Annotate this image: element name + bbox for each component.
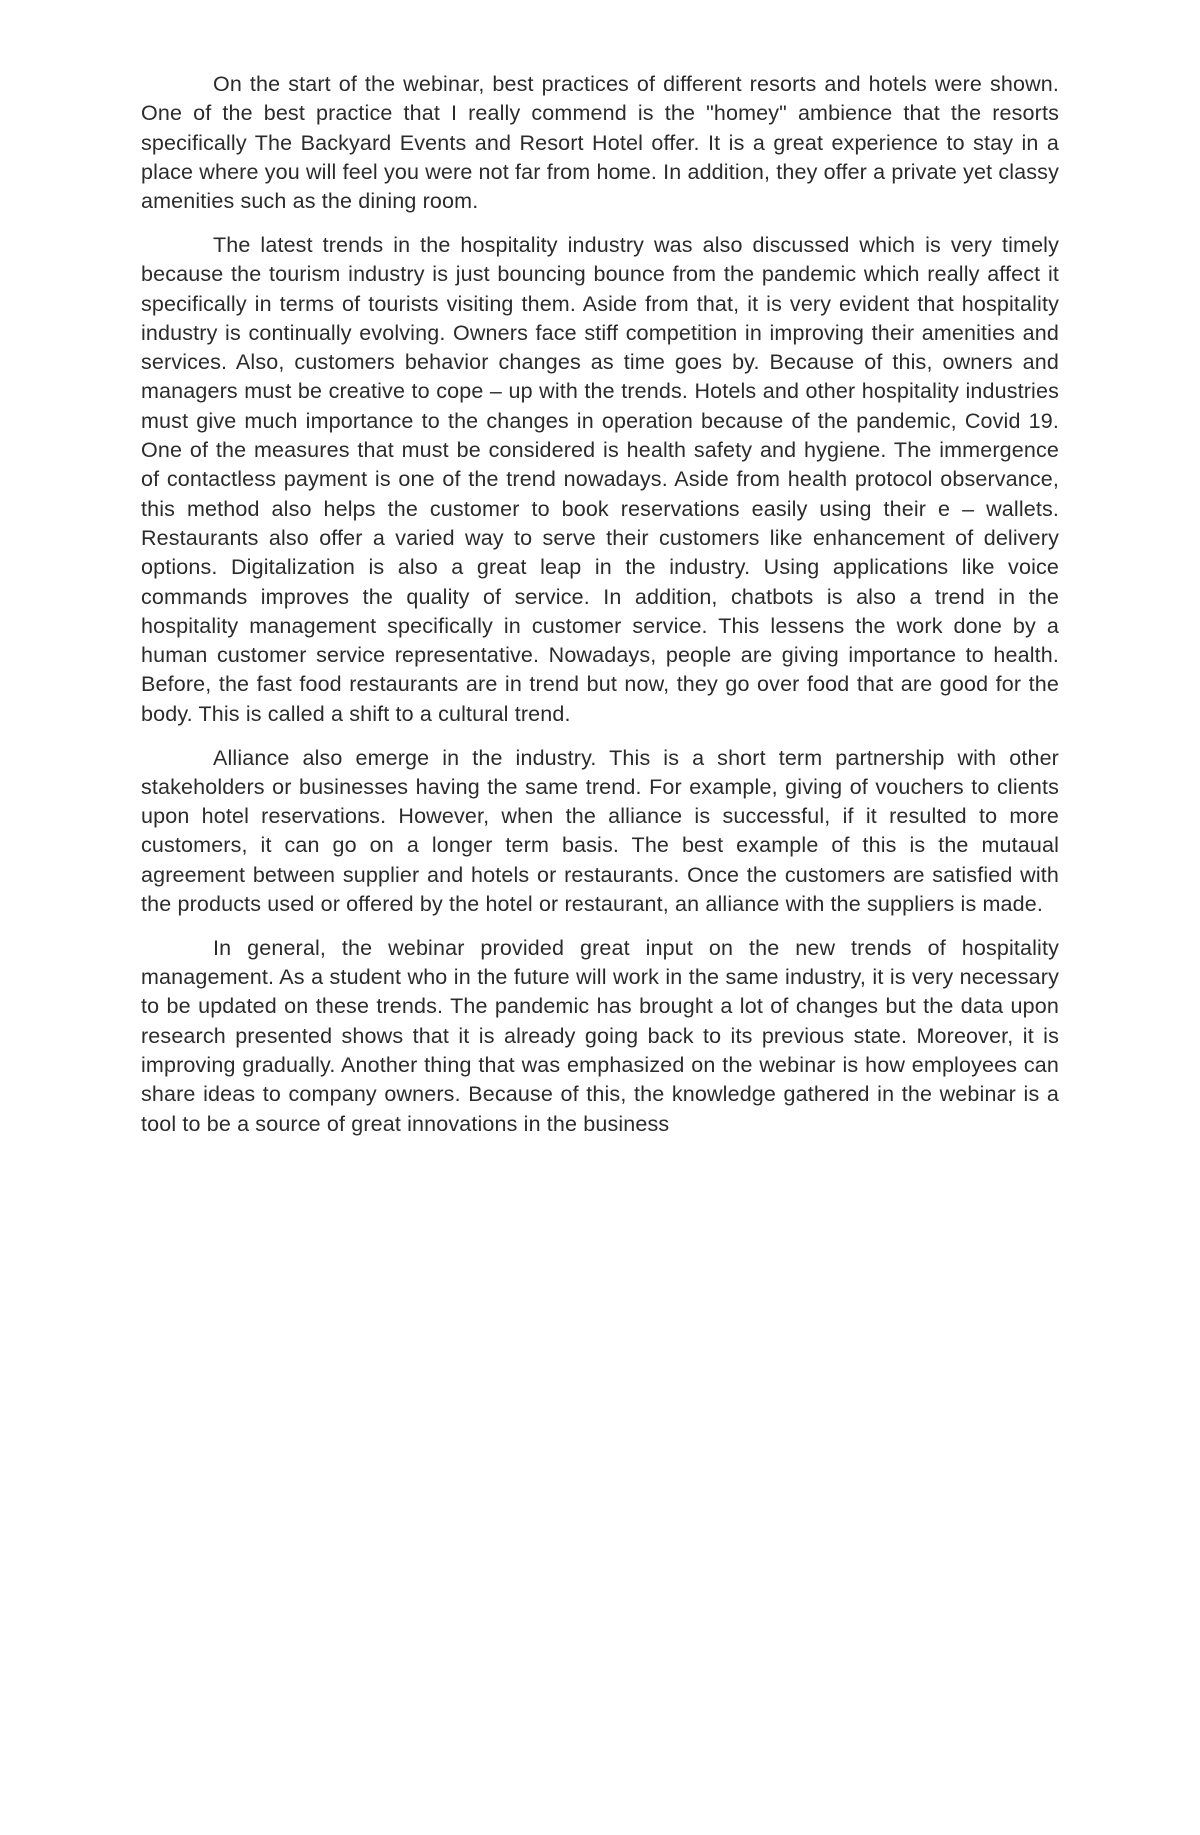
paragraph-conclusion: In general, the webinar provided great input on the new trends of hospitality management. As a student who in the future will work in the same industry, it is very necessary to be updated on these trends. The pandemic has brought a lot of changes but the data upon research presented shows that it is already going back to its previous state. Moreover, it is improving gradually. Another thing that was emphasized on the webinar is how employees can share ideas to company owners. Because of this, the knowledge gathered in the webinar is a tool to be a source of great innovations in the business: [141, 935, 1059, 1136]
paragraph-alliance: Alliance also emerge in the industry. This is a short term partnership with other stakeholders or businesses having the same trend. For example, giving of vouchers to clients upon hotel reservations. However, when the alliance is successful, if it resulted to more customers, it can go on a longer term basis. The best example of this is the mutaual agreement between supplier and hotels or restaurants. Once the customers are satisfied with the products used or offered by the hotel or restaurant, an alliance with the suppliers is made.: [141, 745, 1059, 917]
paragraph-latest-trends: The latest trends in the hospitality industry was also discussed which is very timely because the tourism industry is just bouncing bounce from the pandemic which really affect it specifically in terms of tourists visiting them. Aside from that, it is very evident that hospitality industry is continually evolving. Owners face stiff competition in improving their amenities and services. Also, customers behavior changes as time goes by. Because of this, owners and managers must be creative to cope – up with the trends. Hotels and other hospitality industries must give much importance to the changes in operation because of the pandemic, Covid 19. One of the measures that must be considered is health safety and hygiene. The immergence of contactless payment is one of the trend nowadays. Aside from health protocol observance, this method also helps the customer to book reservations easily using their e – wallets. Restaurants also offer a varied way to serve their customers like enhancement of delivery options. Digitalization is also a great leap in the industry. Using applications like voice commands improves the quality of service. In addition, chatbots is also a trend in the hospitality management specifically in customer service. This lessens the work done by a human customer service representative. Nowadays, people are giving importance to health. Before, the fast food restaurants are in trend but now, they go over food that are good for the body. This is called a shift to a cultural trend.: [141, 232, 1059, 726]
paragraph-best-practices: On the start of the webinar, best practices of different resorts and hotels were shown. One of the best practice that I really commend is the "homey" ambience that the resorts specifically The Backyard Events and Resort Hotel offer. It is a great experience to stay in a place where you will feel you were not far from home. In addition, they offer a private yet classy amenities such as the dining room.: [141, 72, 1059, 214]
document-body: [141, 70, 1059, 1153]
